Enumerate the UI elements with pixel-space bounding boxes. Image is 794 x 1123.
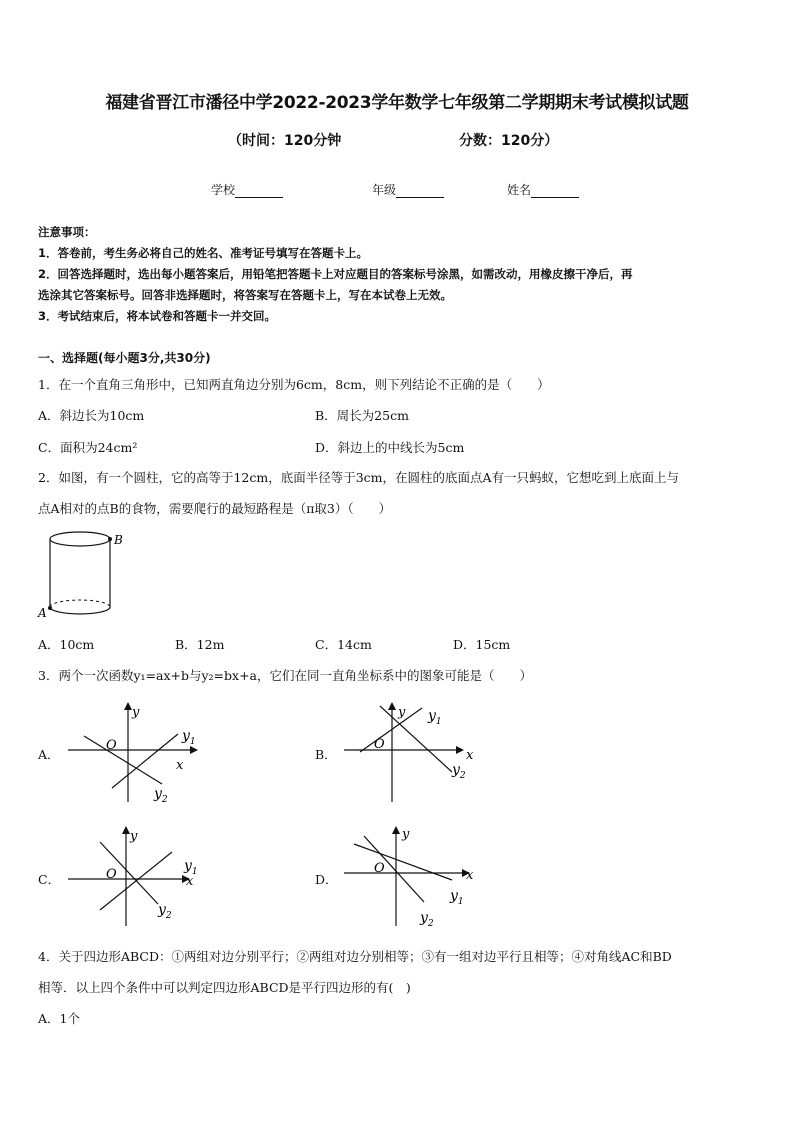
line-y1 [354, 844, 452, 880]
school-field [211, 181, 283, 198]
q2-option-d: D．15cm [453, 637, 511, 652]
q2-option-c: C．14cm [315, 637, 372, 652]
exam-time: （时间：120分钟 [228, 133, 342, 149]
q4-stem-line-2: 相等．以上四个条件中可以判定四边形ABCD是平行四边形的有( ) [38, 980, 411, 995]
y-label: y [398, 705, 406, 720]
y-axis-arrow [124, 702, 132, 710]
y1-label: $y_1$ [184, 858, 198, 877]
notice-line-1: 1．答卷前，考生务必将自己的姓名、准考证号填写在答题卡上。 [38, 246, 368, 260]
school-blank [235, 185, 283, 198]
point-a-label: A [38, 606, 47, 620]
y2-label: $y_2$ [420, 910, 434, 929]
q1-option-c: C．面积为24cm² [38, 440, 138, 455]
x-label: x [466, 748, 474, 763]
exam-score: 分数：120分） [459, 133, 559, 149]
q4-stem-line-1: 4．关于四边形ABCD：①两组对边分别平行；②两组对边分别相等；③有一组对边平行且相等；④对角线AC和BD [38, 949, 672, 964]
y1-label: $y_1$ [450, 888, 464, 907]
x-axis-arrow [456, 746, 464, 754]
grade-blank [396, 185, 444, 198]
graph-b [340, 698, 490, 808]
x-axis-arrow [190, 746, 198, 754]
cylinder-figure [34, 528, 124, 622]
line-y2 [380, 706, 452, 772]
notice-line-3: 3．考试结束后，将本试卷和答题卡一并交回。 [38, 309, 276, 323]
q3-option-c: C． [38, 872, 61, 887]
y-axis-arrow [122, 826, 130, 834]
q3-option-b: B． [315, 747, 337, 762]
q2-stem-line-2: 点A相对的点B的食物，需要爬行的最短路程是（π取3）（ ） [38, 501, 392, 516]
cylinder-bottom-front [50, 607, 110, 614]
q2-stem-line-1: 2．如图，有一个圆柱，它的高等于12cm，底面半径等于3cm，在圆柱的底面点A有一只蚂蚁，它想吃到上底面上与 [38, 470, 680, 485]
notice-heading: 注意事项： [38, 225, 96, 239]
grade-field [372, 181, 444, 198]
y2-label: $y_2$ [158, 902, 172, 921]
x-label: x [186, 874, 194, 889]
q1-option-d: D．斜边上的中线长为5cm [315, 440, 465, 455]
y-axis-arrow [392, 826, 400, 834]
name-label: 姓名 [507, 183, 532, 197]
q2-option-a: A．10cm [38, 637, 95, 652]
y-label: y [130, 829, 138, 844]
q3-option-a: A． [38, 747, 60, 762]
y1-label: $y_1$ [182, 728, 196, 747]
point-b-label: B [114, 533, 123, 547]
cylinder-top-ellipse [50, 532, 110, 546]
cylinder-bottom-back [50, 600, 110, 607]
q1-stem: 1．在一个直角三角形中，已知两直角边分别为6cm，8cm，则下列结论不正确的是（ ） [38, 377, 550, 392]
point-b-dot [108, 537, 112, 541]
q2-option-b: B．12m [175, 637, 225, 652]
y2-label: $y_2$ [452, 762, 466, 781]
line-y1 [84, 736, 162, 784]
graph-d [340, 822, 490, 932]
y1-label: $y_1$ [428, 708, 442, 727]
origin-label: O [374, 737, 385, 752]
q1-option-a: A．斜边长为10cm [38, 408, 145, 423]
q3-option-d: D． [315, 872, 338, 887]
y-label: y [132, 705, 140, 720]
school-label: 学校 [211, 183, 236, 197]
notice-line-2b: 选涂其它答案标号。回答非选择题时，将答案写在答题卡上，写在本试卷上无效。 [38, 288, 452, 302]
line-y2 [364, 836, 424, 902]
y-label: y [402, 827, 410, 842]
q4-option-a: A．1个 [38, 1011, 80, 1026]
q3-stem: 3．两个一次函数y₁=ax+b与y₂=bx+a，它们在同一直角坐标系中的图象可能是（ ） [38, 668, 533, 683]
line-y1 [360, 708, 422, 752]
x-label: x [466, 868, 474, 883]
name-field [507, 181, 579, 198]
line-y2 [112, 734, 178, 788]
name-blank [531, 185, 579, 198]
y-axis-arrow [388, 702, 396, 710]
page-title: 福建省晋江市潘径中学2022-2023学年数学七年级第二学期期末考试模拟试题 [105, 93, 689, 113]
notice-line-2a: 2．回答选择题时，选出每小题答案后，用铅笔把答题卡上对应题目的答案标号涂黑，如需改动，用橡皮擦干净后，再 [38, 267, 633, 281]
graph-a [60, 698, 210, 808]
point-a-dot [48, 606, 52, 610]
graph-c [60, 822, 210, 932]
origin-label: O [106, 867, 117, 882]
q1-option-b: B．周长为25cm [315, 408, 409, 423]
grade-label: 年级 [372, 183, 397, 197]
section-heading: 一、选择题(每小题3分,共30分) [38, 351, 211, 365]
origin-label: O [106, 738, 117, 753]
y2-label: $y_2$ [154, 786, 168, 805]
x-label: x [176, 758, 184, 773]
origin-label: O [374, 861, 385, 876]
